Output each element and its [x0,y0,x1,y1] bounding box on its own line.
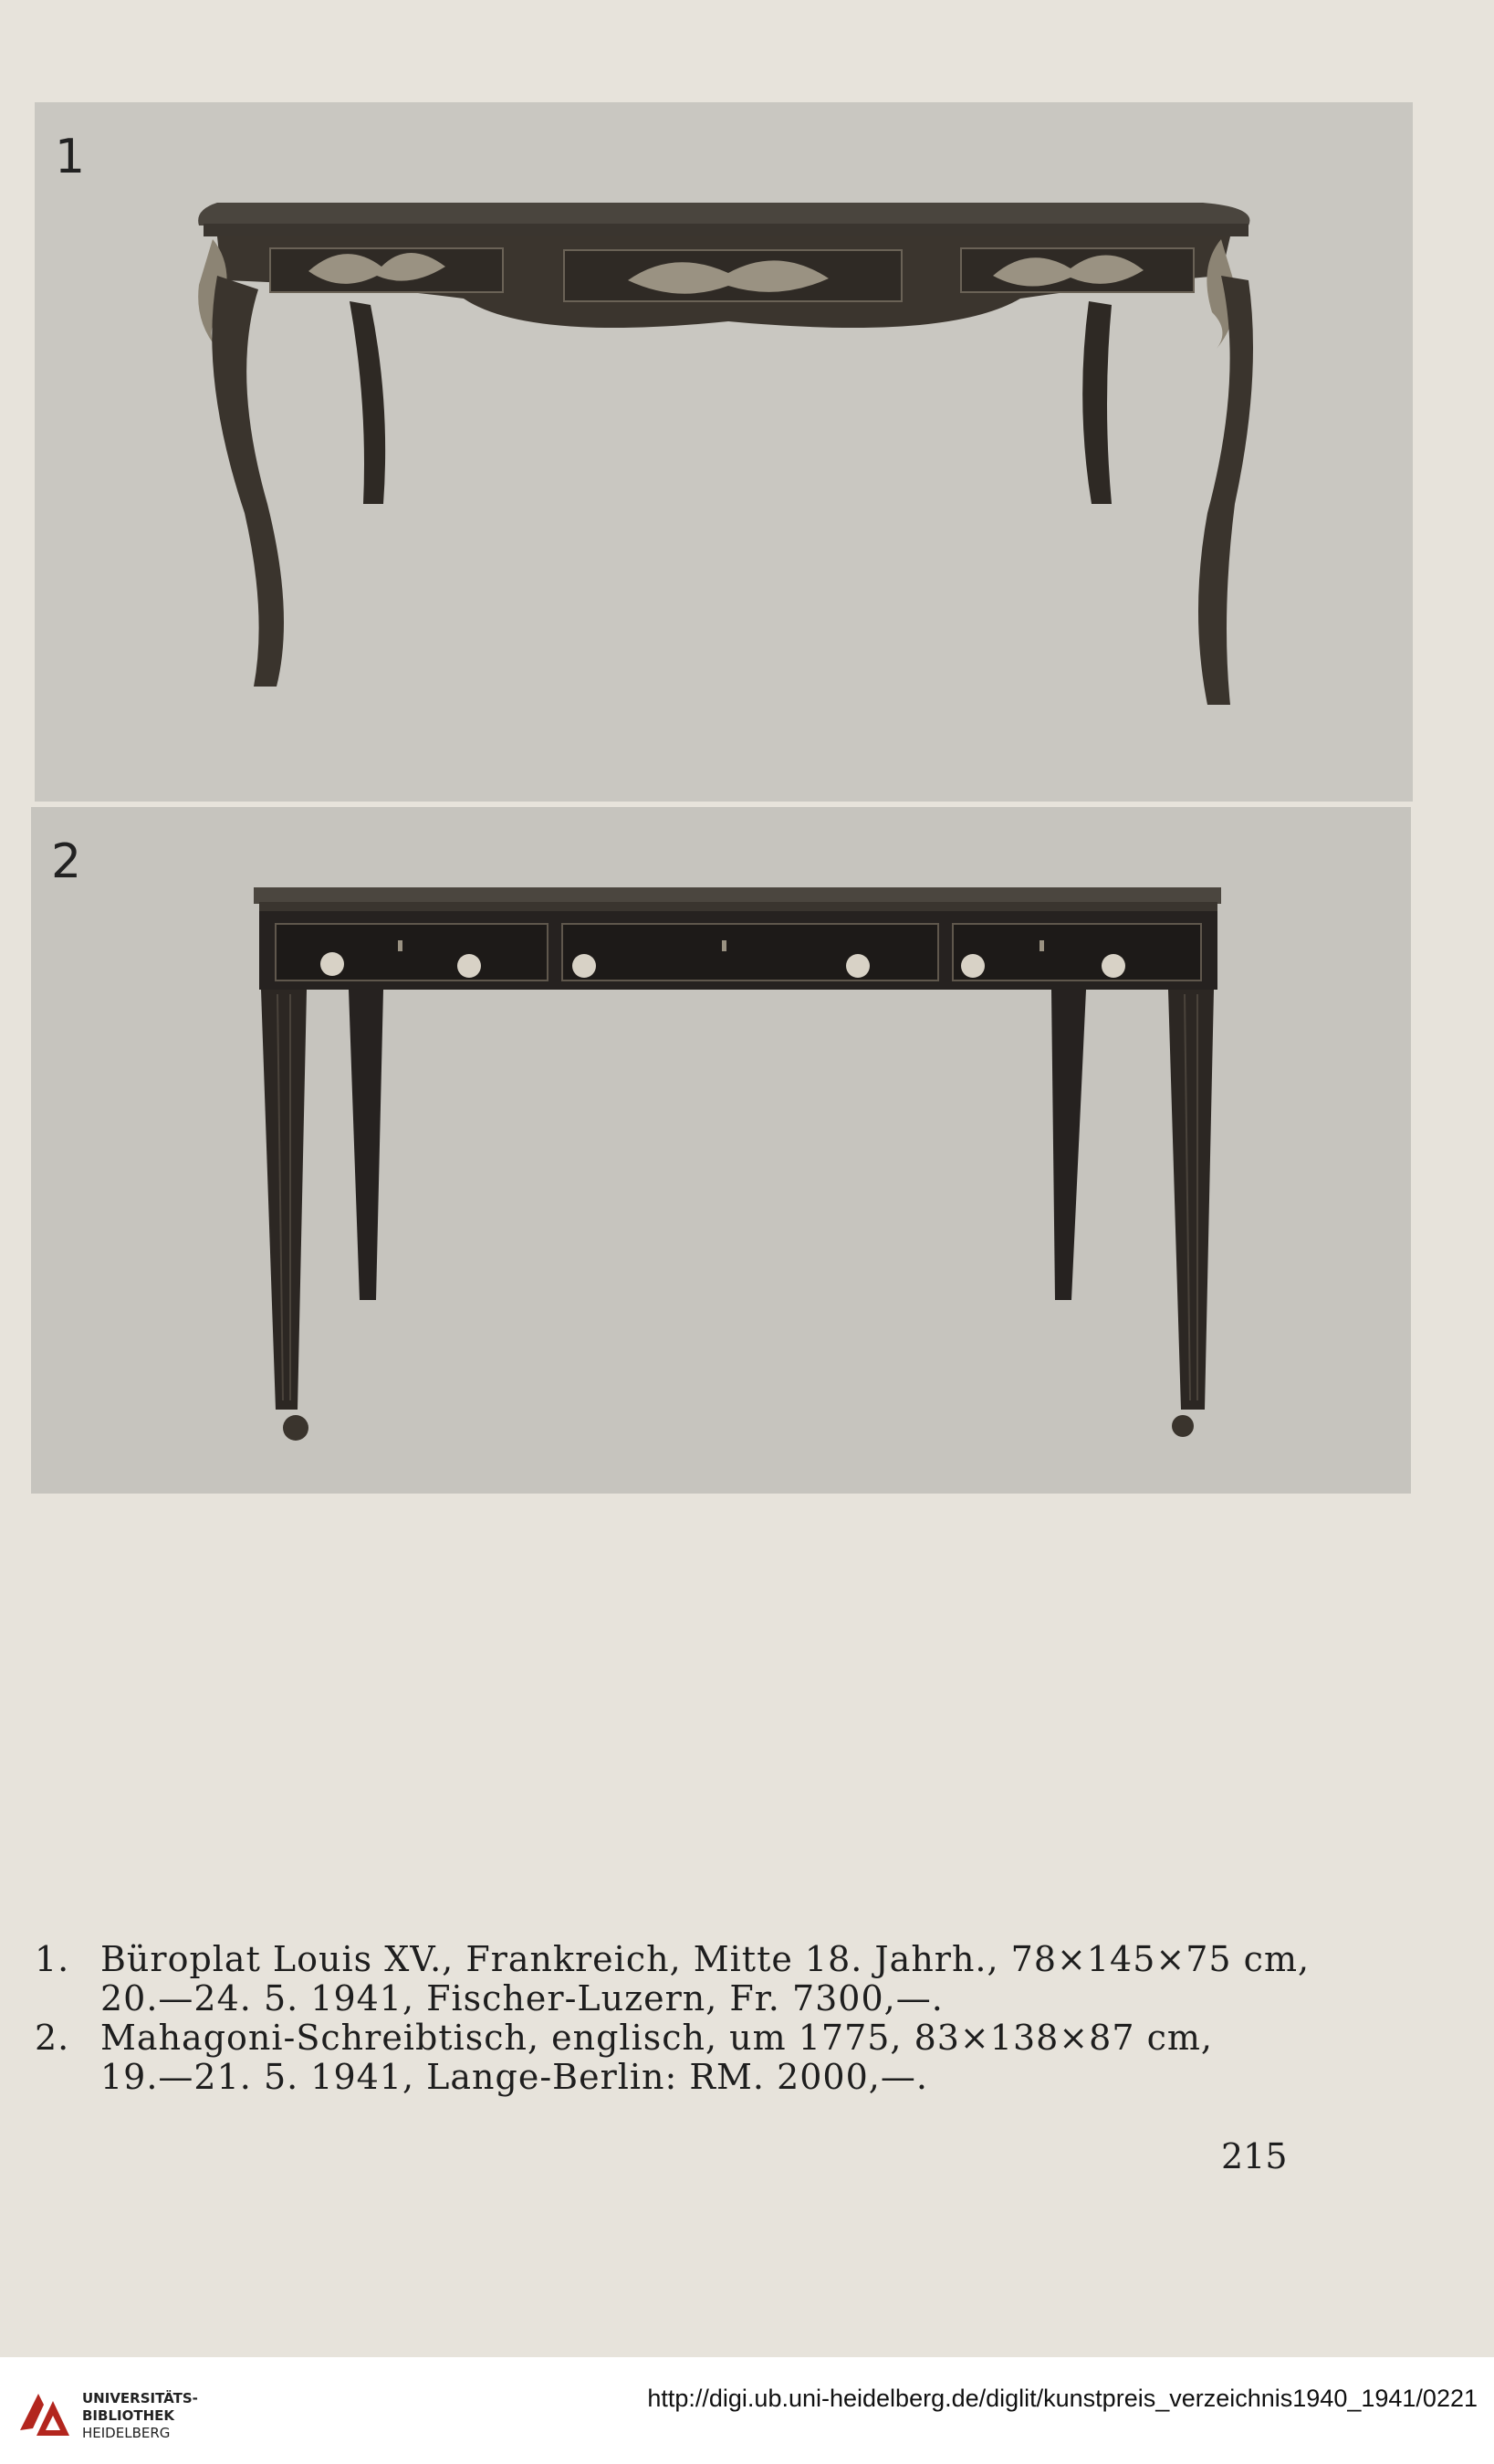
caption-line: Mahagoni-Schreibtisch, englisch, um 1775, 83×138×87 cm, [100,2018,1213,2058]
caption-number: 2. [35,2018,70,2058]
library-logo [16,2385,198,2448]
caption-1 [35,1940,1404,2018]
footer [0,2357,1494,2464]
caption-line: 20.—24. 5. 1941, Fischer-Luzern, Fr. 7300,—. [100,1978,944,2018]
desk-illustration-1 [35,102,1413,802]
logo-line: HEIDELBERG [82,2425,171,2441]
source-url[interactable]: http://digi.ub.uni-heidelberg.de/diglit/kunstpreis_verzeichnis1940_1941/0221 [647,2385,1478,2412]
logo-line: BIBLIOTHEK [82,2407,174,2424]
plate-number-1: 1 [55,130,86,184]
library-logo-icon [16,2385,73,2441]
plate-number-2: 2 [51,834,82,889]
desk-illustration-2 [31,807,1411,1494]
caption-number: 1. [35,1939,70,1979]
photo-louis-xv-desk [35,102,1413,802]
photo-mahogany-desk [31,807,1411,1494]
library-logo-text [82,2390,198,2442]
caption-line: 19.—21. 5. 1941, Lange-Berlin: RM. 2000,—. [100,2057,928,2097]
caption-line: Büroplat Louis XV., Frankreich, Mitte 18. Jahrh., 78×145×75 cm, [100,1939,1311,1979]
logo-line: UNIVERSITÄTS- [82,2390,198,2406]
page-number: 215 [1221,2136,1288,2176]
captions [35,1940,1404,2097]
caption-2 [35,2018,1404,2097]
